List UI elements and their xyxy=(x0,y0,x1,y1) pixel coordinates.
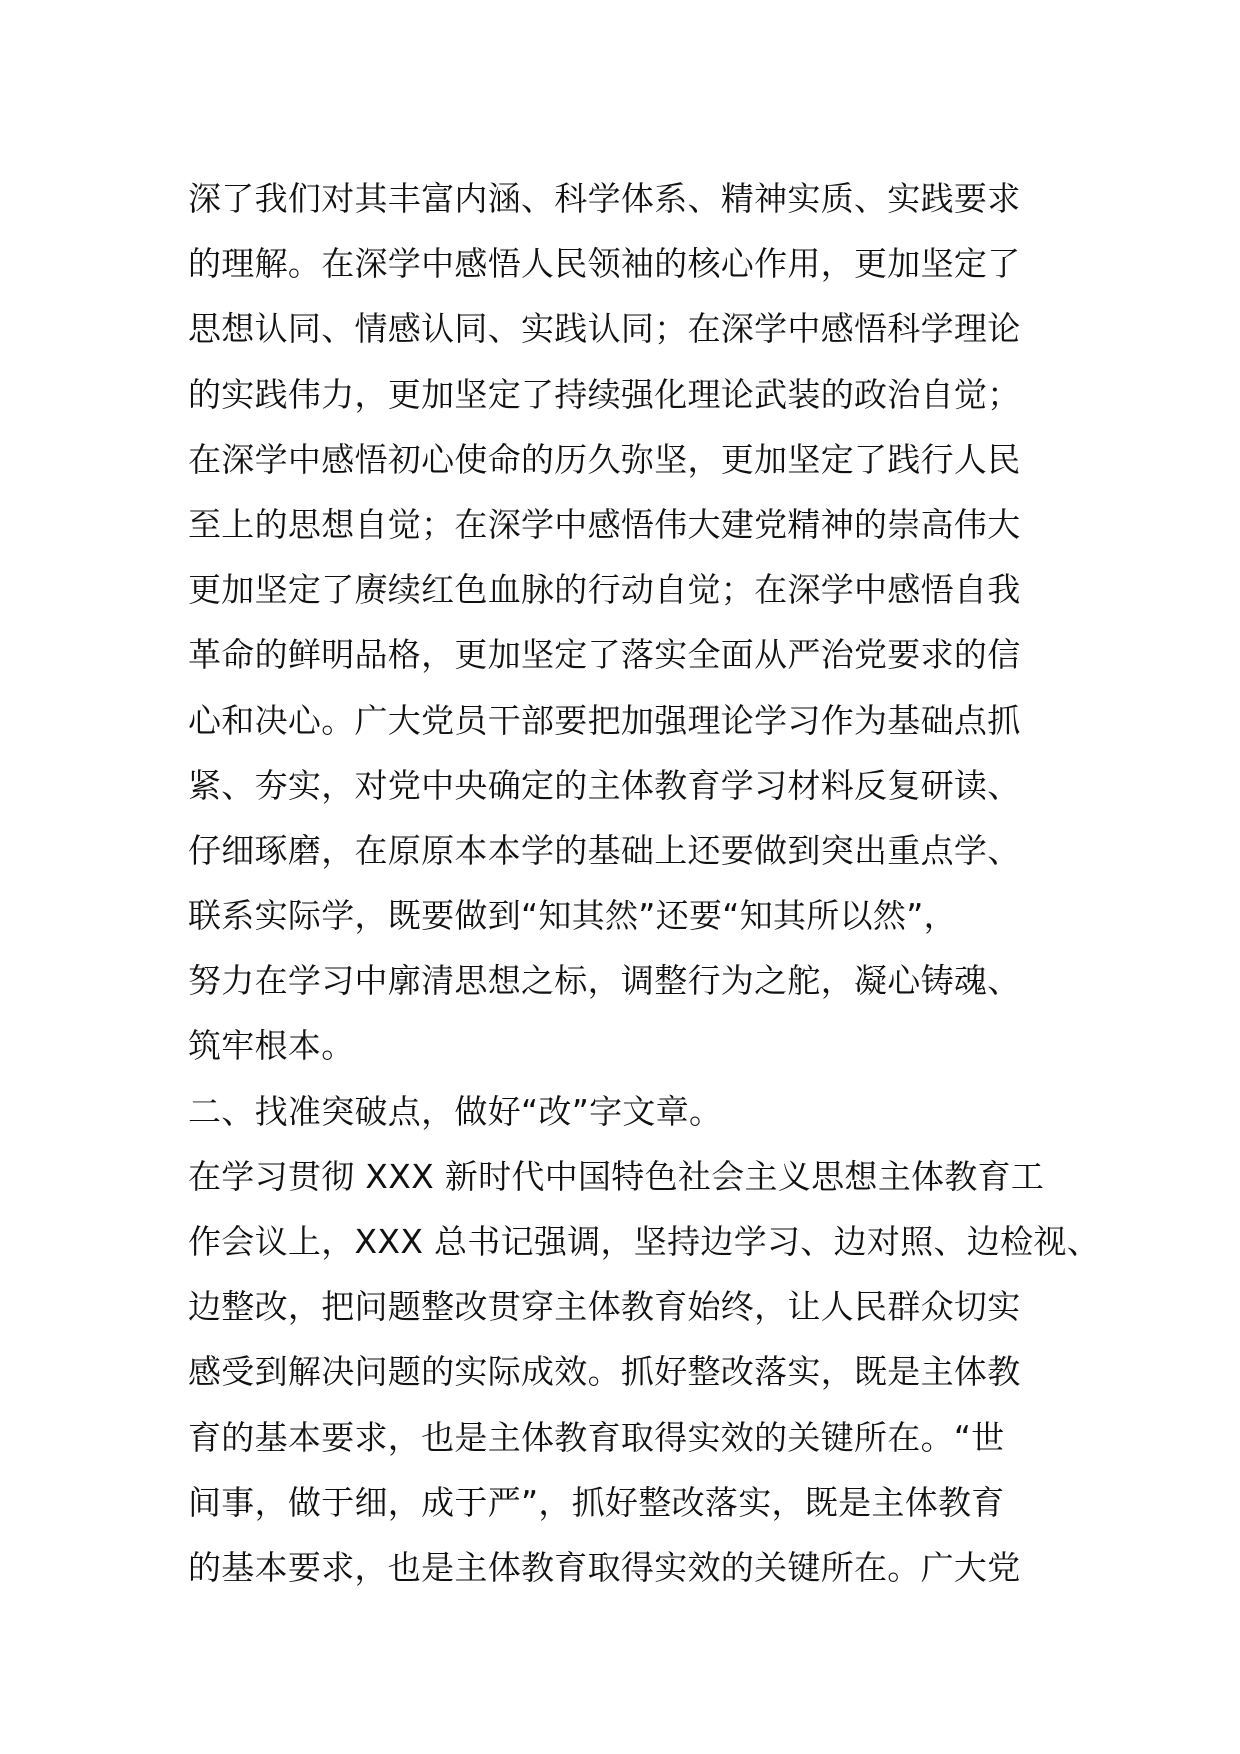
section-heading: 二、找准突破点，做好“改”字文章。 xyxy=(188,1091,723,1131)
text-line: 作会议上，XXX 总书记强调，坚持边学习、边对照、边检视、 xyxy=(188,1222,1101,1261)
body-text xyxy=(188,166,1101,1600)
text-line: 心和决心。广大党员干部要把加强理论学习作为基础点抓 xyxy=(188,700,1021,740)
text-line: 的实践伟力，更加坚定了持续强化理论武装的政治自觉； xyxy=(188,374,1021,414)
text-line: 的基本要求，也是主体教育取得实效的关键所在。广大党 xyxy=(188,1547,1021,1587)
text-line: 更加坚定了赓续红色血脉的行动自觉；在深学中感悟自我 xyxy=(188,570,1021,610)
text-line: 革命的鲜明品格，更加坚定了落实全面从严治党要求的信 xyxy=(188,635,1021,675)
text-line: 育的基本要求，也是主体教育取得实效的关键所在。“世 xyxy=(188,1417,1005,1457)
text-line: 深了我们对其丰富内涵、科学体系、精神实质、实践要求 xyxy=(188,179,1021,218)
text-line: 在深学中感悟初心使命的历久弥坚，更加坚定了践行人民 xyxy=(188,439,1021,479)
text-line: 仔细琢磨，在原原本本学的基础上还要做到突出重点学、 xyxy=(188,830,1021,870)
text-line: 在学习贯彻 XXX 新时代中国特色社会主义思想主体教育工 xyxy=(188,1156,1045,1196)
text-line: 间事，做于细，成于严”，抓好整改落实，既是主体教育 xyxy=(188,1482,1005,1522)
text-line: 的理解。在深学中感悟人民领袖的核心作用，更加坚定了 xyxy=(188,244,1021,284)
text-line: 边整改，把问题整改贯穿主体教育始终，让人民群众切实 xyxy=(188,1287,1021,1327)
text-line: 筑牢根本。 xyxy=(188,1026,355,1066)
text-line: 至上的思想自觉；在深学中感悟伟大建党精神的崇高伟大 xyxy=(188,504,1021,544)
text-line: 紧、夯实，对党中央确定的主体教育学习材料反复研读、 xyxy=(188,765,1021,805)
text-line: 思想认同、情感认同、实践认同；在深学中感悟科学理论 xyxy=(188,309,1021,349)
text-line: 感受到解决问题的实际成效。抓好整改落实，既是主体教 xyxy=(188,1352,1021,1392)
text-line: 努力在学习中廓清思想之标，调整行为之舵，凝心铸魂、 xyxy=(188,961,1021,1001)
text-line: 联系实际学，既要做到“知其然”还要“知其所以然”， xyxy=(188,896,957,936)
